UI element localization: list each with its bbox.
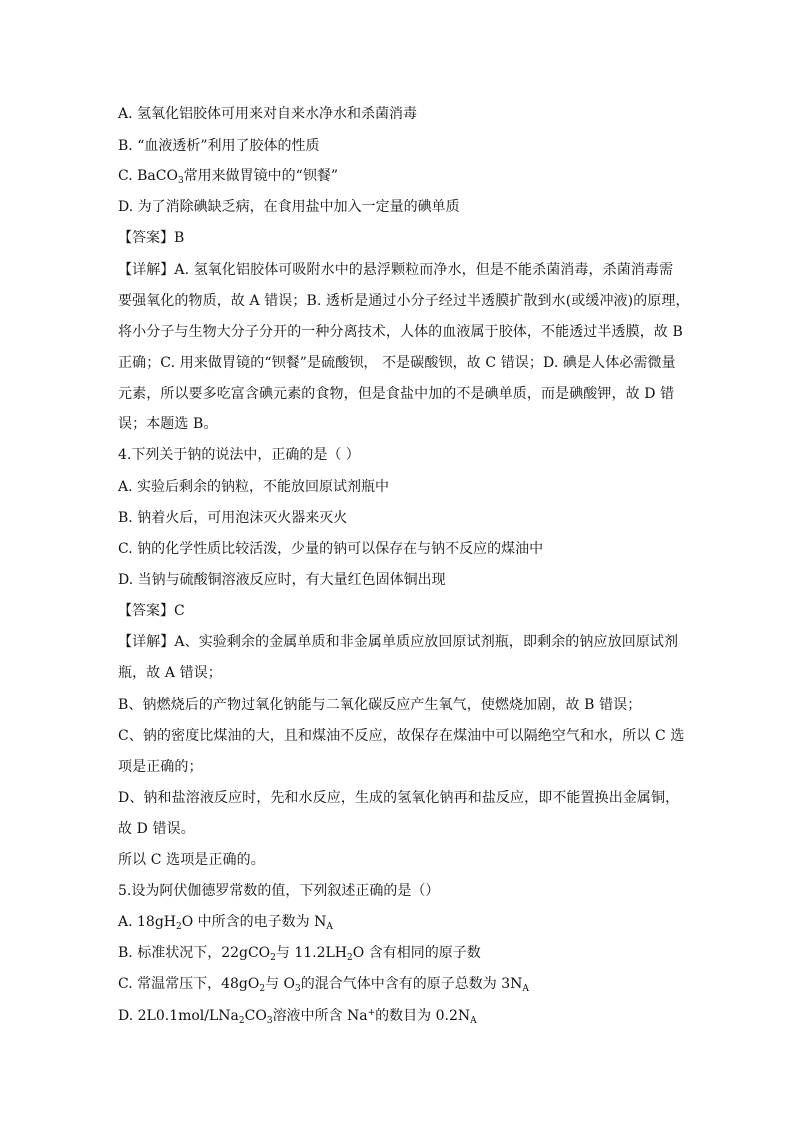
q4-explain-line: D、钠和盐溶液反应时，先和水反应，生成的氢氧化钠再和盐反应，即不能置换出金属铜， xyxy=(118,790,680,806)
q3-explain-line: 将小分子与生物大分子分开的一种分离技术，人体的血液属于胶体，不能透过半透膜，故 B xyxy=(118,324,683,340)
q4-option-b: B. 钠着火后，可用泡沫灭火器来灭火 xyxy=(118,510,348,526)
q5-option-b: B. 标准状况下，22gCO$_2$与 $11.2LH_2O$ 含有相同的原子数 xyxy=(118,945,481,963)
q5-stem: 5.设为阿伏伽德罗常数的值，下列叙述正确的是（） xyxy=(118,883,440,899)
q4-explain-line: 瓶，故 A 错误； xyxy=(118,665,222,681)
q4-option-c: C. 钠的化学性质比较活泼，少量的钠可以保存在与钠不反应的煤油中 xyxy=(118,541,544,557)
q4-explain-line: 【详解】A、实验剩余的金属单质和非金属单质应放回原试剂瓶，即剩余的钠应放回原试剂 xyxy=(118,634,679,650)
q4-explain-line: 故 D 错误。 xyxy=(118,821,195,837)
q4-option-d: D. 当钠与硫酸铜溶液反应时，有大量红色固体铜出现 xyxy=(118,572,446,588)
q4-explain-line: C、钠的密度比煤油的大，且和煤油不反应，故保存在煤油中可以隔绝空气和水，所以 C 选 xyxy=(118,728,685,744)
q3-answer: 【答案】B xyxy=(118,230,185,246)
q4-answer: 【答案】C xyxy=(118,603,185,619)
q3-explain-line: 元素，所以要多吃富含碘元素的食物，但是食盐中加的不是碘单质，而是碘酸钾，故 D 错 xyxy=(118,386,675,402)
q3-explain-line: 要强氧化的物质，故 A 错误；B. 透析是通过小分子经过半透膜扩散到水(或缓冲液)的原理， xyxy=(118,293,690,309)
q3-explain-line: 正确；C. 用来做胃镜的“钡餐”是硫酸钡， 不是碳酸钡，故 C 错误；D. 碘是人体必需微量 xyxy=(118,355,676,371)
q5-option-d: D. $2L0.1mol/LNa_2CO_3$溶液中所含 Na+的数目为 $0.2N_A$ xyxy=(118,1008,477,1026)
q3-option-c: C. BaCO$_3$常用来做胃镜中的“钡餐” xyxy=(118,168,338,186)
q3-option-d: D. 为了消除碘缺乏病，在食用盐中加入一定量的碘单质 xyxy=(118,199,460,215)
q3-explain-line: 误；本题选 B。 xyxy=(118,416,218,432)
q4-explain-line: 所以 C 选项是正确的。 xyxy=(118,852,265,868)
q3-option-b: B. “血液透析”利用了胶体的性质 xyxy=(118,138,320,154)
q5-option-c: C. 常温常压下，$48gO_2$与 $O_3$的混合气体中含有的原子总数为 $3N_A$ xyxy=(118,976,529,994)
q4-option-a: A. 实验后剩余的钠粒，不能放回原试剂瓶中 xyxy=(118,479,390,495)
q4-explain-line: B、钠燃烧后的产物过氧化钠能与二氧化碳反应产生氧气，使燃烧加剧，故 B 错误； xyxy=(118,697,642,713)
q3-explain-line: 【详解】A. 氢氧化铝胶体可吸附水中的悬浮颗粒而净水，但是不能杀菌消毒，杀菌消毒需 xyxy=(118,262,674,278)
q4-stem: 4.下列关于钠的说法中，正确的是（ ） xyxy=(118,447,360,463)
q5-option-a: A. $18gH_2O$ 中所含的电子数为 $N_A$ xyxy=(118,914,333,932)
q3-option-a: A. 氢氧化铝胶体可用来对自来水净水和杀菌消毒 xyxy=(118,106,418,122)
q4-explain-line: 项是正确的； xyxy=(118,759,203,775)
